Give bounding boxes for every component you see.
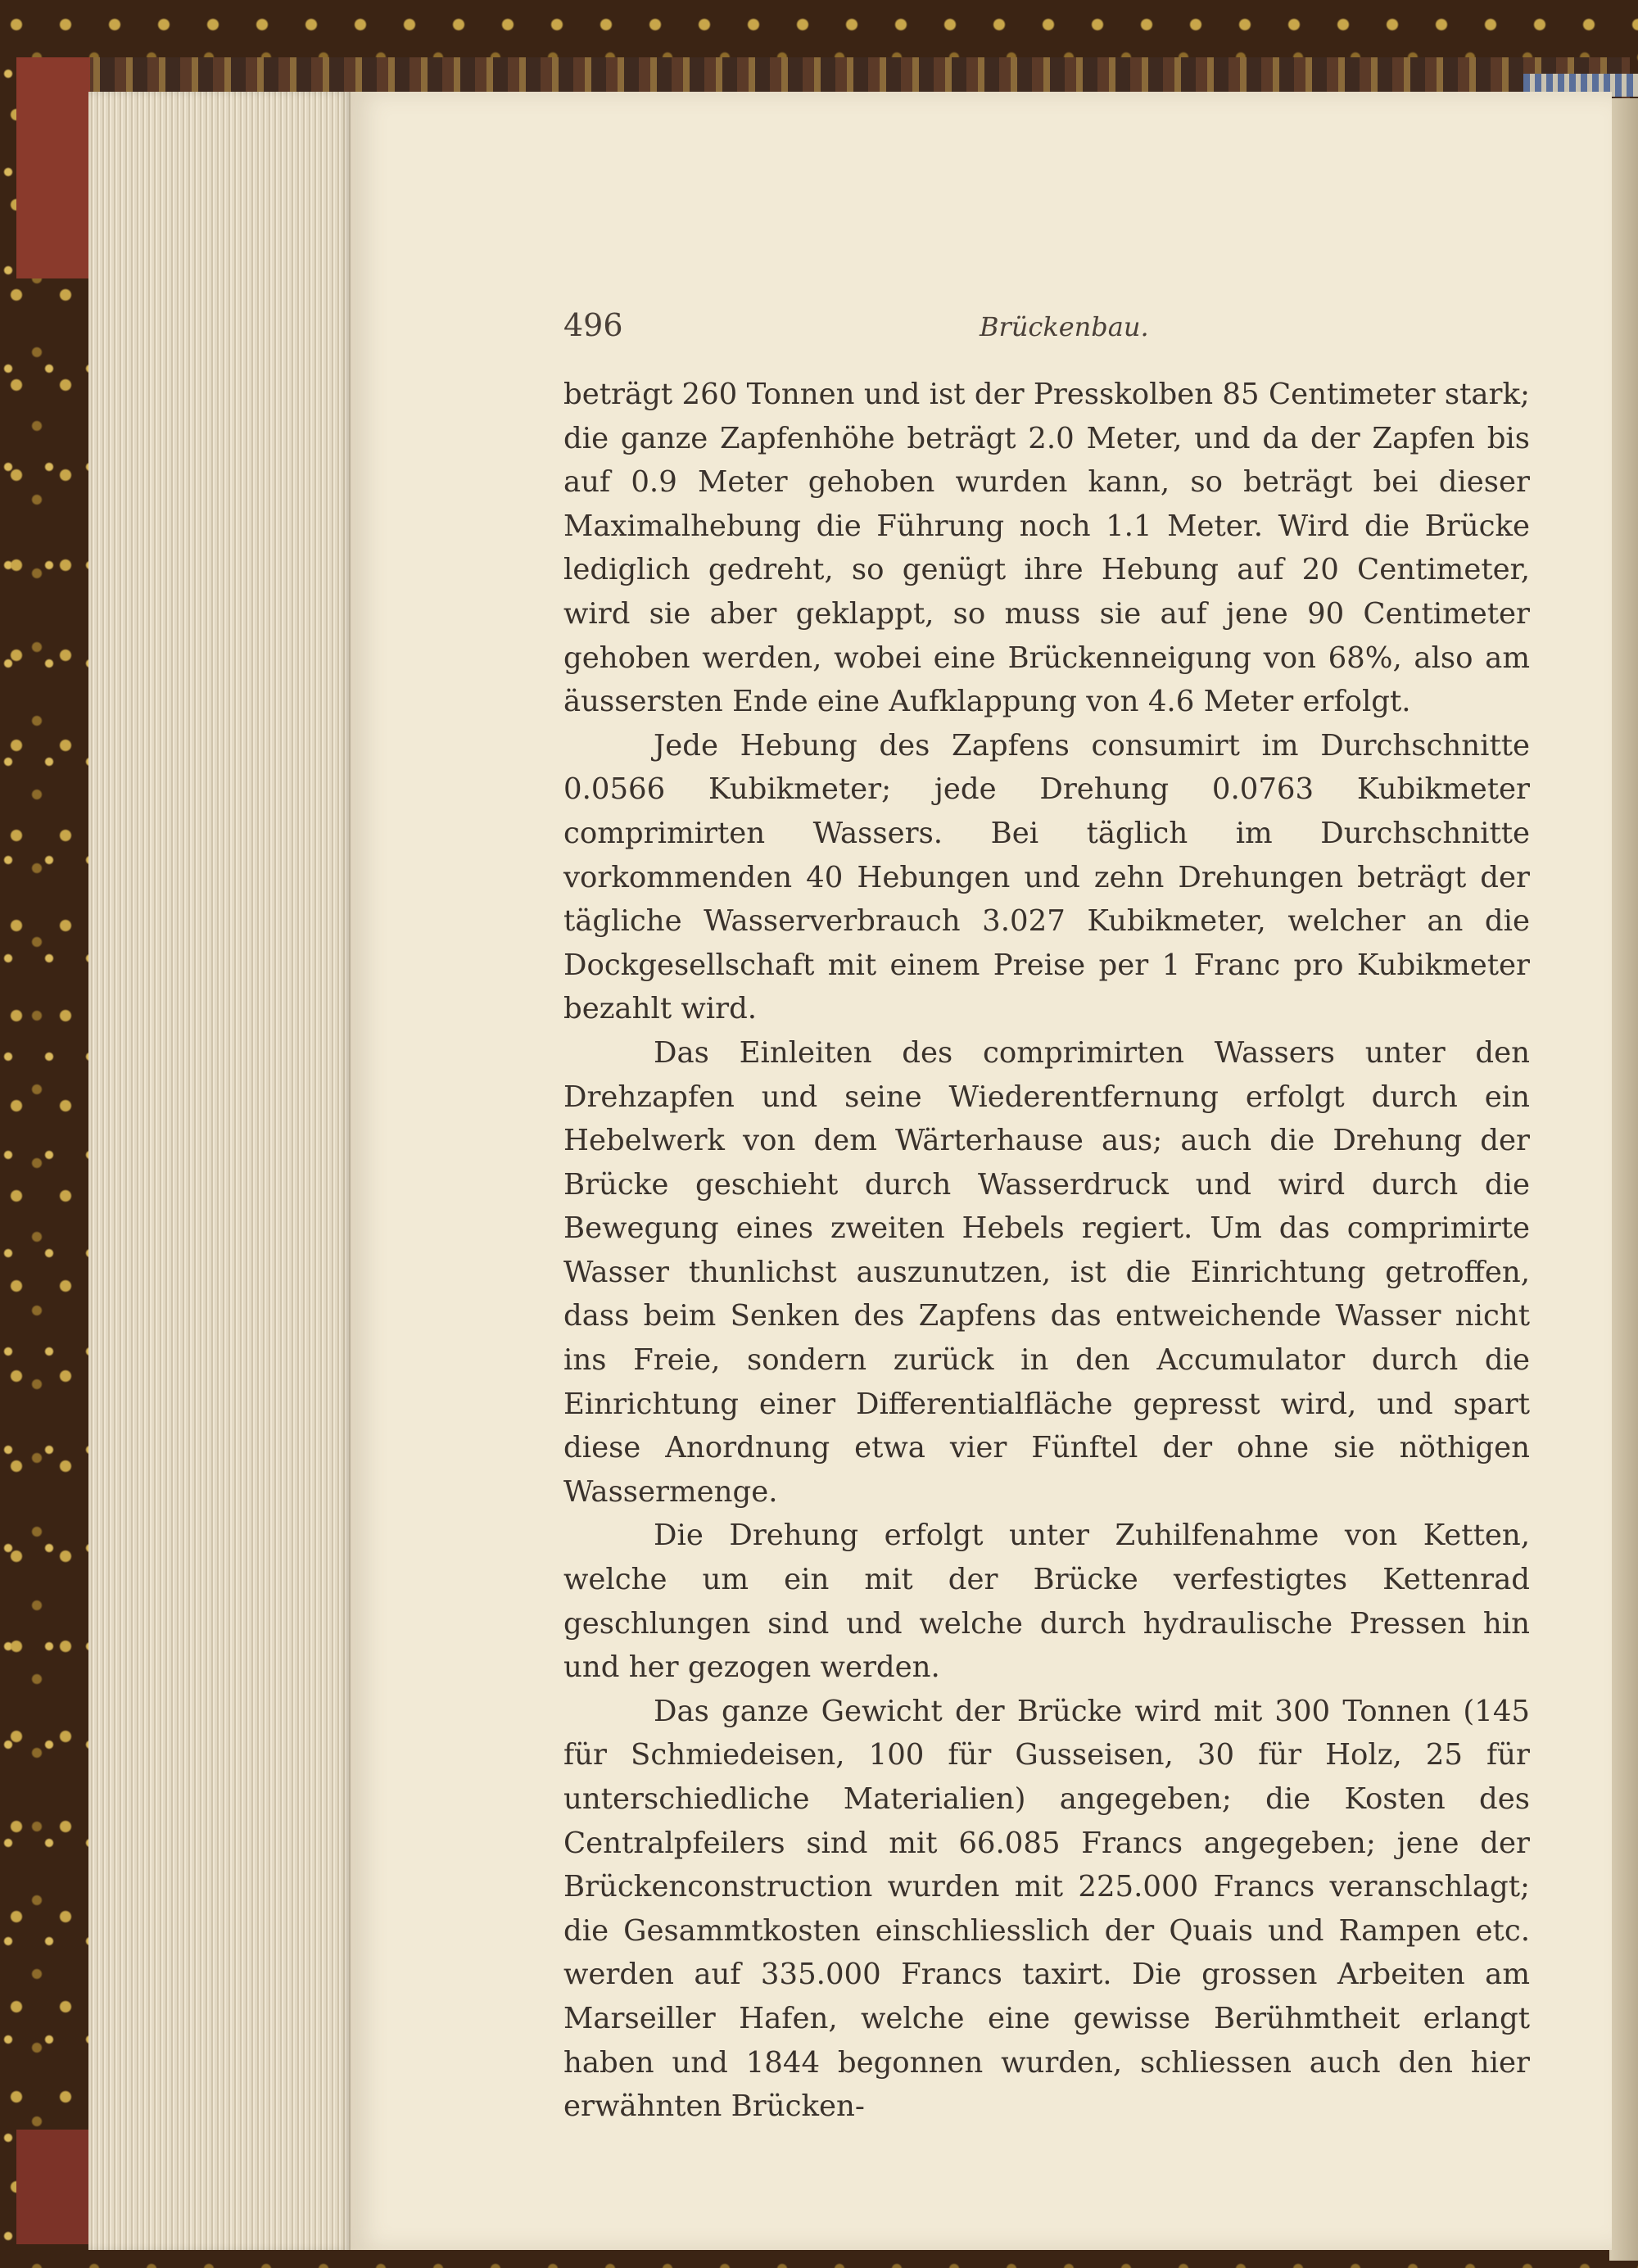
paragraph: beträgt 260 Tonnen und ist der Presskolben 85 Centimeter stark; die ganze Zapfenhöhe beträgt 2.0 Meter, und da der Zapfen bis auf 0.9 Meter gehoben wurden kann, so beträgt bei dieser Maximalhebung die Führung noch 1.1 Meter. Wird die Brücke lediglich gedreht, so genügt ihre Hebung auf 20 Centimeter, wird sie aber geklappt, so muss sie auf jene 90 Centimeter gehoben werden, wobei eine Brückenneigung von 68%, also am äussersten Ende eine Aufklappung von 4.6 Meter erfolgt. <box>563 378 1530 719</box>
paragraph: Die Drehung erfolgt unter Zuhilfenahme von Ketten, welche um ein mit der Brücke verfestigtes Kettenrad geschlungen sind und welche durch hydraulische Pressen hin und her gezogen werden. <box>563 1519 1530 1685</box>
book-corner-top <box>16 57 90 278</box>
paragraph: Das Einleiten des comprimirten Wassers unter den Drehzapfen und seine Wiederentfernung erfolgt durch ein Hebelwerk von dem Wärterhause aus; auch die Drehung der Brücke geschieht durch Wasserdruck und wird durch die Bewegung eines zweiten Hebels regiert. Um das comprimirte Wasser thunlichst auszunutzen, ist die Einrichtung getroffen, dass beim Senken des Zapfens das entweichende Wasser nicht ins Freie, sondern zurück in den Accumulator durch die Einrichtung einer Differentialfläche gepresst wird, und spart diese Anordnung etwa vier Fünftel der ohne sie nöthigen Wassermenge. <box>563 1035 1530 1509</box>
right-page-edge <box>1609 98 1638 2261</box>
running-head: Brückenbau. <box>980 311 1149 342</box>
paragraph: Jede Hebung des Zapfens consumirt im Durchschnitte 0.0566 Kubikmeter; jede Drehung 0.0763 Kubikmeter comprimirten Wassers. Bei täglich im Durchschnitte vorkommenden 40 Hebungen und zehn Drehungen beträgt der tägliche Wasserverbrauch 3.027 Kubikmeter, welcher an die Dockgesellschaft mit einem Preise per 1 Franc pro Kubikmeter bezahlt wird. <box>563 728 1530 1026</box>
paragraph: Das ganze Gewicht der Brücke wird mit 300 Tonnen (145 für Schmiedeisen, 100 für Gusseisen, 30 für Holz, 25 für unterschiedliche Materialien) angegeben; die Kosten des Centralpfeilers sind mit 66.085 Francs angegeben; jene der Brückenconstruction wurden mit 225.000 Francs veranschlagt; die Gesammtkosten einschliesslich der Quais und Rampen etc. werden auf 335.000 Francs taxirt. Die grossen Arbeiten am Marseiller Hafen, welche eine gewisse Berühmtheit erlangt haben und 1844 begonnen wurden, schliessen auch den hier erwähnten Brücken- <box>563 1694 1530 2124</box>
book-corner-bottom <box>16 2130 90 2244</box>
page-stack-edges <box>88 92 351 2250</box>
body-text <box>563 373 1530 2129</box>
page-number: 496 <box>563 307 623 343</box>
